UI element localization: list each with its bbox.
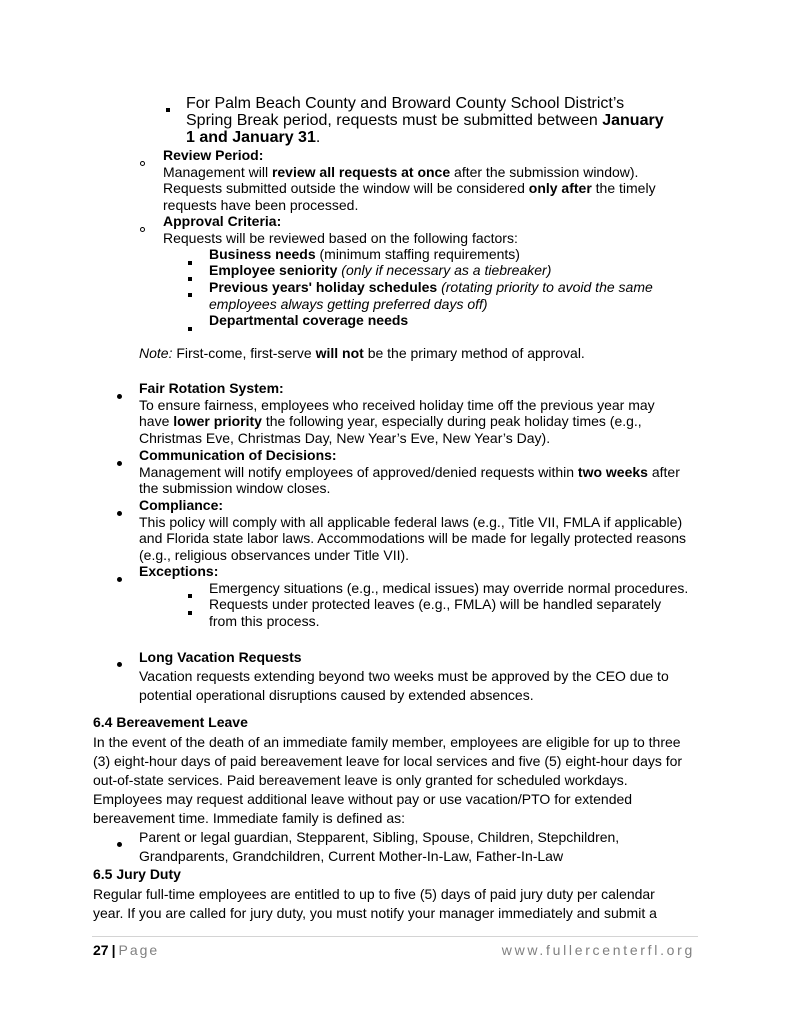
long-vacation-section bbox=[139, 648, 709, 705]
compliance-heading: Compliance: bbox=[139, 497, 224, 513]
criteria-item-seniority: Employee seniority (only if necessary as a tiebreaker) bbox=[209, 262, 552, 278]
review-period-section bbox=[163, 147, 703, 213]
fair-rotation-section bbox=[139, 380, 709, 446]
jury-duty-body: Regular full-time employees are entitled to up to five (5) days of paid jury duty per calendar year. If you are called for jury duty, you must notify your manager immediately and submit a bbox=[93, 886, 657, 921]
fair-rotation-line-3: Christmas Eve, Christmas Day, New Year’s Eve, New Year’s Day). bbox=[139, 429, 551, 446]
compliance-line-1: This policy will comply with all applicable federal laws (e.g., Title VII, FMLA if applicable) bbox=[139, 513, 683, 530]
approval-note: Note: First-come, first-serve will not be the primary method of approval. bbox=[139, 345, 585, 361]
communication-heading: Communication of Decisions: bbox=[139, 447, 337, 463]
page-number: 27 | Page bbox=[93, 942, 160, 958]
square-bullet-icon bbox=[188, 284, 192, 302]
dot-bullet-icon bbox=[117, 569, 122, 587]
long-vacation-line-1: Vacation requests extending beyond two weeks must be approved by the CEO due to bbox=[139, 668, 669, 684]
compliance-line-2: and Florida state labor laws. Accommodations will be made for legally protected reasons bbox=[139, 530, 687, 546]
criteria-item-business-needs: Business needs (minimum staffing requirements) bbox=[209, 246, 520, 262]
review-period-heading: Review Period: bbox=[163, 147, 264, 163]
immediate-family-list: Parent or legal guardian, Stepparent, Sibling, Spouse, Children, Stepchildren, Grandparents, Grandchildren, Current Mother-In-Law, Father-In-Law bbox=[139, 829, 620, 864]
footer-divider bbox=[92, 936, 698, 937]
communication-line-1: Management will notify employees of approved/denied requests within two weeks after bbox=[139, 463, 680, 480]
approval-criteria-heading: Approval Criteria: bbox=[163, 213, 282, 229]
review-period-line-2: Requests submitted outside the window will be considered only after the timely bbox=[163, 180, 656, 196]
criteria-item-coverage: Departmental coverage needs bbox=[209, 312, 409, 328]
exception-item-protected-leave: Requests under protected leaves (e.g., FMLA) will be handled separately from this process. bbox=[209, 596, 662, 629]
dot-bullet-icon bbox=[117, 654, 122, 672]
fair-rotation-heading: Fair Rotation System: bbox=[139, 380, 284, 396]
bereavement-heading: 6.4 Bereavement Leave bbox=[93, 714, 248, 730]
circle-bullet-icon bbox=[140, 219, 145, 237]
review-period-line-1: Management will review all requests at once after the submission window). bbox=[163, 163, 639, 180]
review-period-line-3: requests have been processed. bbox=[163, 196, 359, 213]
square-bullet-icon bbox=[166, 99, 170, 117]
footer-website: www.fullercenterfl.org bbox=[501, 942, 695, 958]
communication-section bbox=[139, 447, 709, 497]
fair-rotation-line-2: have lower priority the following year, especially during peak holiday times (e.g., bbox=[139, 413, 642, 429]
spring-break-item: For Palm Beach County and Broward County School District’s Spring Break period, requests must be submitted between January 1 and January 31. bbox=[186, 95, 664, 146]
fair-rotation-line-1: To ensure fairness, employees who received holiday time off the previous year may bbox=[139, 396, 655, 413]
square-bullet-icon bbox=[188, 602, 192, 620]
circle-bullet-icon bbox=[140, 153, 145, 171]
long-vacation-line-2: potential operational disruptions caused by extended absences. bbox=[139, 687, 534, 703]
approval-criteria-section bbox=[163, 213, 703, 246]
exceptions-heading: Exceptions: bbox=[139, 563, 219, 579]
dot-bullet-icon bbox=[117, 453, 122, 471]
approval-criteria-intro: Requests will be reviewed based on the following factors: bbox=[163, 229, 518, 246]
long-vacation-heading: Long Vacation Requests bbox=[139, 649, 302, 665]
criteria-item-previous-schedules: Previous years' holiday schedules (rotating priority to avoid the same employees always getting preferred days off) bbox=[209, 279, 653, 312]
compliance-line-3: (e.g., religious observances under Title VII). bbox=[139, 546, 410, 563]
square-bullet-icon bbox=[188, 318, 192, 336]
dot-bullet-icon bbox=[117, 503, 122, 521]
dot-bullet-icon bbox=[117, 386, 122, 404]
compliance-section bbox=[139, 497, 709, 563]
square-bullet-icon bbox=[188, 585, 192, 603]
jury-duty-heading: 6.5 Jury Duty bbox=[93, 866, 181, 882]
dot-bullet-icon bbox=[117, 834, 122, 852]
exception-item-emergency: Emergency situations (e.g., medical issues) may override normal procedures. bbox=[209, 580, 689, 596]
communication-line-2: the submission window closes. bbox=[139, 480, 331, 496]
bereavement-body: In the event of the death of an immediate family member, employees are eligible for up to three (3) eight-hour days of paid bereavement leave for local services and five (5) eight-hour days for out-of-state services. Paid bereavement leave is only granted for scheduled workdays. Employees may request additional leave without pay or use vacation/PTO for extended bereavement time. Immediate family is defined as: bbox=[93, 734, 683, 826]
